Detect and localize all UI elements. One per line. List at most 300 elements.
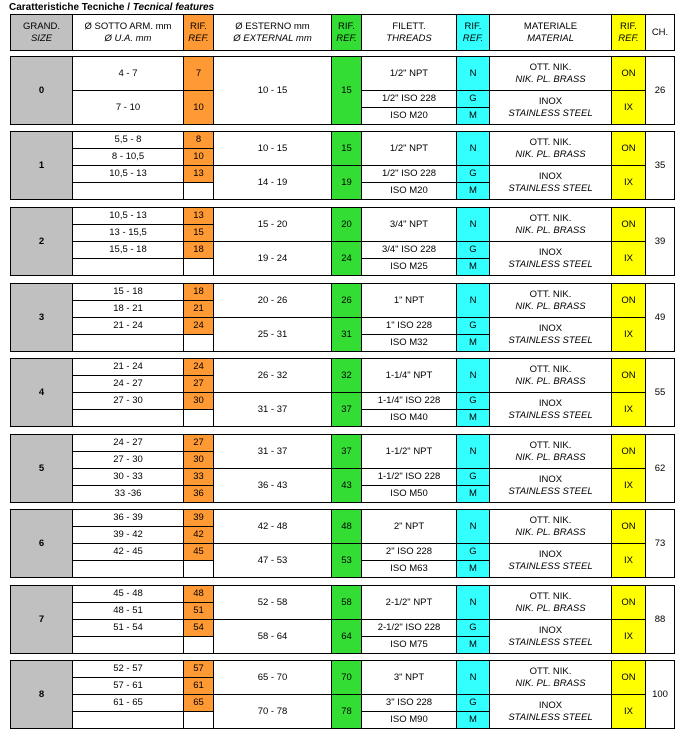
material-steel xyxy=(489,468,612,503)
material-steel-text: INOX xyxy=(538,397,563,409)
under-armour-range xyxy=(72,56,184,91)
wrench-size-cell xyxy=(645,56,675,125)
thread-ref-g xyxy=(456,165,490,183)
material-steel-text: STAINLESS STEEL xyxy=(508,107,593,119)
material-ref-ix xyxy=(611,241,646,276)
header-external xyxy=(213,14,332,51)
material-steel-text: STAINLESS STEEL xyxy=(508,334,593,346)
thread-ref-m-text: M xyxy=(469,488,477,499)
under-armour-ref xyxy=(183,526,214,544)
thread-metric-text: ISO M25 xyxy=(390,261,428,272)
thread-npt-text: 3" NPT xyxy=(393,671,425,683)
under-armour-range xyxy=(72,224,184,242)
under-armour-range-text: 27 - 30 xyxy=(113,395,143,406)
under-armour-range xyxy=(72,468,184,486)
thread-ref-m xyxy=(456,258,490,276)
thread-metric xyxy=(361,107,457,125)
external-range xyxy=(213,468,332,503)
material-ref-ix xyxy=(611,165,646,200)
external-range xyxy=(213,207,332,242)
size-cell xyxy=(10,358,73,427)
external-range-text: 10 - 15 xyxy=(257,142,288,154)
material-ref-ix-text: IX xyxy=(624,630,633,642)
wrench-size-cell-text: 26 xyxy=(654,84,666,96)
material-brass-text: NIK. PL. BRASS xyxy=(515,677,586,689)
external-range xyxy=(213,241,332,276)
thread-ref-g-text: G xyxy=(469,471,477,482)
under-armour-ref xyxy=(183,434,214,452)
thread-ref-m-text: M xyxy=(469,412,477,423)
thread-ref-m xyxy=(456,182,490,200)
thread-iso-text: 1/2" ISO 228 xyxy=(381,168,437,179)
thread-metric xyxy=(361,711,457,729)
thread-npt xyxy=(361,660,457,695)
under-armour-range xyxy=(72,283,184,301)
material-ref-ix-text: IX xyxy=(624,403,633,415)
external-ref xyxy=(331,56,362,125)
under-armour-range xyxy=(72,677,184,695)
under-armour-range xyxy=(72,619,184,637)
under-armour-ref-text: 8 xyxy=(195,134,202,145)
material-ref-ix xyxy=(611,543,646,578)
external-ref xyxy=(331,392,362,427)
under-armour-ref-text: 15 xyxy=(193,227,204,238)
external-ref-text: 64 xyxy=(341,630,352,642)
size-cell xyxy=(10,585,73,654)
under-armour-ref xyxy=(183,131,214,149)
header-under-armour-text: Ø SOTTO ARM. mm xyxy=(84,20,172,32)
wrench-size-cell xyxy=(645,660,675,729)
thread-iso-text: 1-1/4" ISO 228 xyxy=(377,395,441,406)
under-armour-ref-empty xyxy=(183,711,214,729)
under-armour-ref-empty xyxy=(183,560,214,578)
thread-ref-n-text: N xyxy=(469,445,477,457)
header-under-armour xyxy=(72,14,184,51)
thread-iso-text: 1/2" ISO 228 xyxy=(381,93,437,104)
material-steel-text: INOX xyxy=(538,246,563,258)
thread-ref-m xyxy=(456,334,490,352)
thread-npt-text: 1/2" NPT xyxy=(389,142,429,154)
title-main: Caratteristiche Tecniche / xyxy=(9,2,130,13)
material-brass xyxy=(489,131,612,166)
thread-ref-n-text: N xyxy=(469,67,477,79)
external-ref xyxy=(331,283,362,318)
thread-ref-n xyxy=(456,585,490,620)
material-brass-text: NIK. PL. BRASS xyxy=(515,224,586,236)
material-ref-on-text: ON xyxy=(621,294,636,306)
thread-iso xyxy=(361,90,457,108)
size-cell xyxy=(10,509,73,578)
material-ref-ix-text: IX xyxy=(624,328,633,340)
header-ref-material-text: REF. xyxy=(618,32,639,44)
thread-metric-text: ISO M75 xyxy=(390,639,428,650)
under-armour-ref xyxy=(183,165,214,183)
under-armour-ref xyxy=(183,392,214,410)
external-ref-text: 48 xyxy=(341,520,352,532)
material-ref-on xyxy=(611,585,646,620)
under-armour-range xyxy=(72,451,184,469)
size-cell-text: 6 xyxy=(38,537,45,549)
thread-iso xyxy=(361,694,457,712)
header-ref-threads-text: RIF. xyxy=(464,20,482,32)
under-armour-range-text: 61 - 65 xyxy=(113,697,143,708)
external-ref-text: 58 xyxy=(341,596,352,608)
header-ref-external-text: RIF. xyxy=(338,20,355,32)
under-armour-range xyxy=(72,131,184,149)
material-brass-text: OTT. NIK. xyxy=(529,136,572,148)
thread-ref-g xyxy=(456,543,490,561)
under-armour-range-text: 8 - 10,5 xyxy=(111,151,145,162)
wrench-size-cell-text: 62 xyxy=(654,462,666,474)
thread-ref-m xyxy=(456,409,490,427)
material-brass-text: NIK. PL. BRASS xyxy=(515,300,586,312)
thread-ref-m-text: M xyxy=(469,185,477,196)
thread-ref-n xyxy=(456,56,490,91)
under-armour-ref-text: 24 xyxy=(193,361,204,372)
external-range-text: 65 - 70 xyxy=(257,671,288,683)
under-armour-range-empty xyxy=(72,560,184,578)
under-armour-range xyxy=(72,585,184,603)
header-ref-under-text: RIF. xyxy=(190,20,207,32)
external-range-text: 10 - 15 xyxy=(257,84,288,96)
thread-metric-text: ISO M90 xyxy=(390,714,428,725)
thread-ref-g-text: G xyxy=(469,244,477,255)
header-size xyxy=(10,14,73,51)
thread-ref-g xyxy=(456,241,490,259)
external-ref-text: 43 xyxy=(341,479,352,491)
material-ref-on xyxy=(611,660,646,695)
material-steel-text: INOX xyxy=(538,322,563,334)
under-armour-range-text: 7 - 10 xyxy=(115,101,141,113)
thread-ref-g-text: G xyxy=(469,320,477,331)
external-ref xyxy=(331,434,362,469)
external-range xyxy=(213,56,332,125)
size-cell xyxy=(10,283,73,352)
header-threads xyxy=(361,14,457,51)
size-cell-text: 1 xyxy=(38,159,45,171)
size-cell xyxy=(10,434,73,503)
thread-ref-g xyxy=(456,694,490,712)
material-ref-ix xyxy=(611,468,646,503)
thread-metric-text: ISO M63 xyxy=(390,563,428,574)
material-brass-text: OTT. NIK. xyxy=(529,288,572,300)
thread-ref-m-text: M xyxy=(469,714,477,725)
wrench-size-cell-text: 73 xyxy=(654,537,666,549)
material-ref-on-text: ON xyxy=(621,671,636,683)
under-armour-ref-empty xyxy=(183,182,214,200)
material-ref-ix xyxy=(611,392,646,427)
under-armour-ref-text: 42 xyxy=(193,529,204,540)
wrench-size-cell-text: 35 xyxy=(654,159,666,171)
thread-ref-m-text: M xyxy=(469,261,477,272)
material-steel-text: STAINLESS STEEL xyxy=(508,711,593,723)
external-ref-text: 78 xyxy=(341,705,352,717)
thread-ref-m-text: M xyxy=(469,563,477,574)
thread-ref-m-text: M xyxy=(469,639,477,650)
external-ref xyxy=(331,317,362,352)
thread-ref-n-text: N xyxy=(469,520,477,532)
title-sub: Tecnical features xyxy=(132,2,215,13)
thread-iso xyxy=(361,543,457,561)
thread-ref-n-text: N xyxy=(469,369,477,381)
external-ref-text: 32 xyxy=(341,369,352,381)
thread-ref-n xyxy=(456,207,490,242)
under-armour-ref-empty xyxy=(183,409,214,427)
thread-npt xyxy=(361,207,457,242)
under-armour-ref-text: 36 xyxy=(193,488,204,499)
thread-ref-g-text: G xyxy=(469,546,477,557)
header-material-text: MATERIALE xyxy=(523,20,578,32)
under-armour-range xyxy=(72,543,184,561)
under-armour-range-text: 13 - 15,5 xyxy=(109,227,147,238)
external-range xyxy=(213,694,332,729)
under-armour-ref xyxy=(183,56,214,91)
size-cell-text: 5 xyxy=(38,462,45,474)
thread-ref-m-text: M xyxy=(469,337,477,348)
external-ref xyxy=(331,694,362,729)
material-steel xyxy=(489,392,612,427)
under-armour-range xyxy=(72,375,184,393)
material-ref-ix xyxy=(611,694,646,729)
thread-ref-n-text: N xyxy=(469,294,477,306)
thread-npt-text: 1/2" NPT xyxy=(389,67,429,79)
under-armour-ref xyxy=(183,468,214,486)
material-ref-on xyxy=(611,56,646,91)
under-armour-range xyxy=(72,509,184,527)
external-ref xyxy=(331,660,362,695)
material-steel-text: INOX xyxy=(538,170,563,182)
external-range xyxy=(213,392,332,427)
material-brass-text: OTT. NIK. xyxy=(529,590,572,602)
external-range-text: 58 - 64 xyxy=(257,630,288,642)
under-armour-ref-text: 45 xyxy=(193,546,204,557)
under-armour-range xyxy=(72,526,184,544)
under-armour-ref-text: 24 xyxy=(193,320,204,331)
external-ref xyxy=(331,131,362,166)
thread-iso xyxy=(361,392,457,410)
under-armour-ref-text: 33 xyxy=(193,471,204,482)
thread-npt xyxy=(361,585,457,620)
external-ref xyxy=(331,619,362,654)
material-ref-ix xyxy=(611,90,646,125)
material-brass-text: NIK. PL. BRASS xyxy=(515,602,586,614)
header-ref-threads xyxy=(456,14,490,51)
external-ref xyxy=(331,468,362,503)
thread-ref-g-text: G xyxy=(469,622,477,633)
under-armour-ref-text: 27 xyxy=(193,437,204,448)
thread-metric-text: ISO M20 xyxy=(390,185,428,196)
under-armour-ref-text: 10 xyxy=(193,101,204,113)
external-range-text: 31 - 37 xyxy=(257,445,288,457)
size-cell xyxy=(10,56,73,125)
header-external-text: Ø ESTERNO mm xyxy=(235,20,310,32)
under-armour-range-text: 5,5 - 8 xyxy=(114,134,142,145)
material-brass xyxy=(489,283,612,318)
material-steel xyxy=(489,543,612,578)
material-ref-on xyxy=(611,131,646,166)
size-cell xyxy=(10,660,73,729)
under-armour-range xyxy=(72,434,184,452)
thread-ref-g-text: G xyxy=(469,395,477,406)
external-range-text: 15 - 20 xyxy=(257,218,288,230)
material-steel-text: STAINLESS STEEL xyxy=(508,560,593,572)
under-armour-ref xyxy=(183,694,214,712)
external-range-text: 25 - 31 xyxy=(257,328,288,340)
under-armour-ref xyxy=(183,317,214,335)
wrench-size-cell xyxy=(645,207,675,276)
thread-ref-g xyxy=(456,392,490,410)
under-armour-range xyxy=(72,165,184,183)
material-brass xyxy=(489,660,612,695)
thread-metric-text: ISO M50 xyxy=(390,488,428,499)
material-steel-text: INOX xyxy=(538,548,563,560)
thread-iso xyxy=(361,241,457,259)
thread-iso xyxy=(361,619,457,637)
material-ref-ix-text: IX xyxy=(624,101,633,113)
material-ref-on-text: ON xyxy=(621,218,636,230)
size-cell-text: 2 xyxy=(38,235,45,247)
under-armour-range xyxy=(72,485,184,503)
thread-ref-g xyxy=(456,317,490,335)
under-armour-ref-text: 27 xyxy=(193,378,204,389)
thread-ref-n xyxy=(456,131,490,166)
thread-ref-m xyxy=(456,711,490,729)
under-armour-ref xyxy=(183,148,214,166)
under-armour-range-text: 10,5 - 13 xyxy=(109,168,147,179)
thread-npt-text: 1-1/2" NPT xyxy=(385,445,433,457)
under-armour-range xyxy=(72,207,184,225)
material-brass-text: OTT. NIK. xyxy=(529,439,572,451)
wrench-size-cell xyxy=(645,131,675,200)
size-cell-text: 3 xyxy=(38,311,45,323)
external-ref xyxy=(331,543,362,578)
external-ref-text: 53 xyxy=(341,554,352,566)
thread-npt-text: 2-1/2" NPT xyxy=(385,596,433,608)
under-armour-range-text: 18 - 21 xyxy=(113,303,143,314)
external-ref-text: 31 xyxy=(341,328,352,340)
under-armour-ref-text: 57 xyxy=(193,663,204,674)
under-armour-ref-text: 30 xyxy=(193,395,204,406)
material-brass xyxy=(489,434,612,469)
under-armour-range-text: 27 - 30 xyxy=(113,454,143,465)
wrench-size-cell xyxy=(645,358,675,427)
thread-ref-g-text: G xyxy=(469,93,477,104)
material-steel xyxy=(489,241,612,276)
under-armour-ref xyxy=(183,509,214,527)
material-steel xyxy=(489,90,612,125)
thread-npt xyxy=(361,509,457,544)
thread-ref-g-text: G xyxy=(469,168,477,179)
external-range-text: 19 - 24 xyxy=(257,252,288,264)
thread-npt xyxy=(361,283,457,318)
thread-ref-m-text: M xyxy=(469,110,477,121)
thread-ref-g-text: G xyxy=(469,697,477,708)
external-range xyxy=(213,585,332,620)
header-ref-external-text: REF. xyxy=(336,32,357,44)
under-armour-range-text: 15,5 - 18 xyxy=(109,244,147,255)
external-ref-text: 26 xyxy=(341,294,352,306)
under-armour-range-empty xyxy=(72,334,184,352)
external-range xyxy=(213,434,332,469)
header-threads-text: THREADS xyxy=(386,32,432,44)
under-armour-range xyxy=(72,602,184,620)
external-range-text: 47 - 53 xyxy=(257,554,288,566)
material-steel xyxy=(489,165,612,200)
thread-ref-m xyxy=(456,485,490,503)
under-armour-ref xyxy=(183,207,214,225)
under-armour-ref xyxy=(183,283,214,301)
under-armour-ref xyxy=(183,677,214,695)
material-brass-text: NIK. PL. BRASS xyxy=(515,526,586,538)
thread-ref-n xyxy=(456,283,490,318)
thread-ref-n xyxy=(456,358,490,393)
material-ref-on-text: ON xyxy=(621,369,636,381)
external-range-text: 31 - 37 xyxy=(257,403,288,415)
under-armour-ref-text: 30 xyxy=(193,454,204,465)
material-steel-text: STAINLESS STEEL xyxy=(508,258,593,270)
header-ref-under-text: REF. xyxy=(188,32,209,44)
header-under-armour-text: Ø U.A. mm xyxy=(104,32,152,44)
under-armour-range xyxy=(72,148,184,166)
material-brass-text: OTT. NIK. xyxy=(529,61,572,73)
size-cell xyxy=(10,131,73,200)
under-armour-range xyxy=(72,358,184,376)
size-cell-text: 4 xyxy=(38,386,45,398)
under-armour-range-text: 24 - 27 xyxy=(113,378,143,389)
material-steel xyxy=(489,694,612,729)
thread-metric xyxy=(361,485,457,503)
under-armour-range-empty xyxy=(72,636,184,654)
external-ref xyxy=(331,509,362,544)
header-material xyxy=(489,14,612,51)
thread-iso xyxy=(361,165,457,183)
material-brass xyxy=(489,358,612,393)
size-cell xyxy=(10,207,73,276)
under-armour-range-text: 42 - 45 xyxy=(113,546,143,557)
under-armour-range xyxy=(72,660,184,678)
external-ref-text: 20 xyxy=(341,218,352,230)
under-armour-range xyxy=(72,300,184,318)
external-range xyxy=(213,358,332,393)
under-armour-ref-empty xyxy=(183,334,214,352)
material-brass-text: NIK. PL. BRASS xyxy=(515,148,586,160)
thread-metric xyxy=(361,560,457,578)
external-range xyxy=(213,283,332,318)
under-armour-range xyxy=(72,317,184,335)
under-armour-range-text: 21 - 24 xyxy=(113,320,143,331)
external-range-text: 36 - 43 xyxy=(257,479,288,491)
under-armour-range-text: 36 - 39 xyxy=(113,512,143,523)
under-armour-ref-text: 54 xyxy=(193,622,204,633)
thread-metric xyxy=(361,182,457,200)
material-ref-ix-text: IX xyxy=(624,554,633,566)
external-ref xyxy=(331,207,362,242)
material-steel xyxy=(489,317,612,352)
wrench-size-cell xyxy=(645,509,675,578)
material-ref-ix-text: IX xyxy=(624,479,633,491)
external-range xyxy=(213,165,332,200)
material-brass-text: OTT. NIK. xyxy=(529,665,572,677)
external-ref-text: 37 xyxy=(341,403,352,415)
material-brass-text: NIK. PL. BRASS xyxy=(515,375,586,387)
material-ref-on-text: ON xyxy=(621,142,636,154)
external-ref-text: 37 xyxy=(341,445,352,457)
header-wrench-size-text: CH. xyxy=(651,26,669,38)
under-armour-ref-text: 13 xyxy=(193,210,204,221)
under-armour-range-text: 15 - 18 xyxy=(113,286,143,297)
material-steel-text: STAINLESS STEEL xyxy=(508,636,593,648)
under-armour-ref-text: 48 xyxy=(193,588,204,599)
